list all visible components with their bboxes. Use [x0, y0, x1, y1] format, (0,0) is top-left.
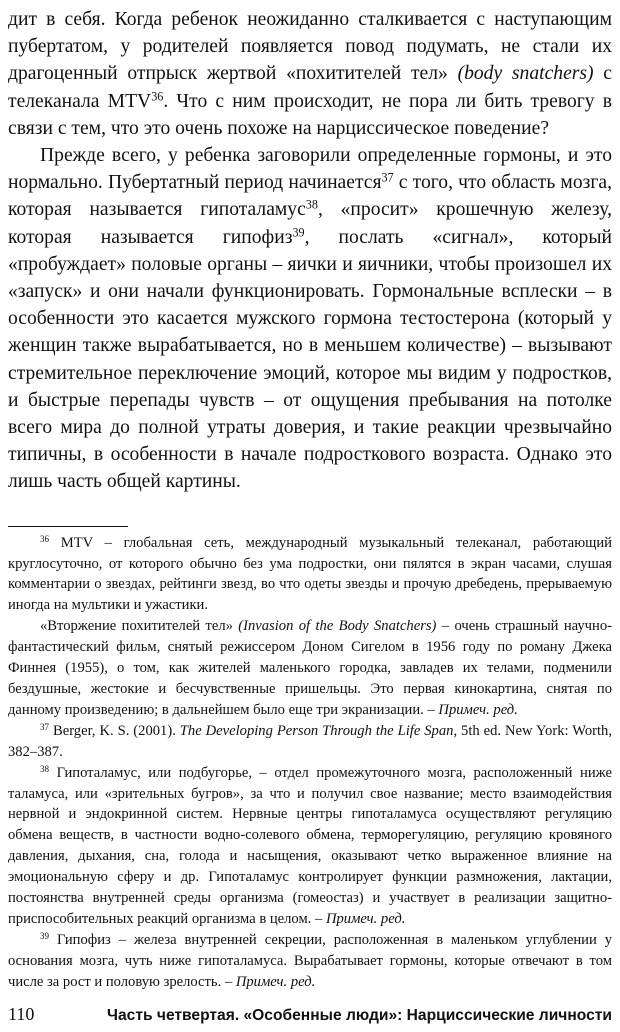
- paragraph-1: [8, 6, 612, 142]
- text-run: «Вторжение похитителей тел»: [40, 618, 239, 635]
- footnote-ref: 37: [40, 721, 50, 732]
- text-run: , «просит» крошечную железу, которая называется гипофиз: [8, 199, 612, 248]
- running-head: Часть четвертая. «Особенные люди»: Нарциссические личности: [107, 1007, 612, 1024]
- footnotes: [8, 533, 612, 993]
- paragraph-2: [8, 142, 612, 496]
- italic-text: The Developing Person Through the Life Span: [179, 722, 454, 739]
- italic-text: (body snatchers): [457, 63, 594, 85]
- text-run: – очень страшный научно-фантастический фильм, снятый режиссером Доном Сигелом в 1956 году по роману Джека Финнея (1955), о том, как жителей маленького городка, завладев их телами, подменили бездушные, жестокие и бесчувственные пришельцы. Это первая кинокартина, снятая по данному произведению; в дальнейшем было еще три экранизации. –: [8, 618, 612, 718]
- footnote-ref: 37: [381, 170, 394, 185]
- italic-text: Примеч. ред.: [325, 910, 406, 927]
- italic-text: (Invasion of the Body Snatchers): [238, 618, 437, 635]
- text-run: . Что с ним происходит, не пора ли бить тревогу в связи с тем, что это очень похоже на нарциссическое поведение?: [8, 90, 613, 139]
- footnote-38: [8, 763, 612, 930]
- main-text: [8, 6, 612, 496]
- page-number: 110: [8, 1004, 35, 1024]
- footnote-ref: 39: [292, 224, 305, 239]
- footnote-39: [8, 930, 612, 993]
- footnote-ref: 39: [40, 930, 50, 941]
- footnote-ref: 36: [40, 533, 50, 544]
- text-run: Berger, K. S. (2001).: [49, 722, 180, 739]
- book-page: [8, 6, 612, 993]
- footnote-36: [8, 533, 612, 617]
- text-run: , 5th ed. New York: Worth, 382–387.: [8, 722, 612, 760]
- footnote-ref: 38: [40, 763, 50, 774]
- italic-text: Примеч. ред.: [438, 701, 518, 718]
- text-run: Прежде всего, у ребенка заговорили определенные гормоны, и это нормально. Пубертатный период начинается: [8, 145, 612, 194]
- footnote-ref: 36: [151, 88, 164, 103]
- text-run: с телеканала MTV: [8, 63, 613, 112]
- footnote-ref: 38: [305, 197, 318, 212]
- text-run: Гипоталамус, или подбугорье, – отдел промежуточного мозга, расположенный ниже таламуса, или «зрительных бугров», за что и получил свое название; место взаимодействия нервной и эндокринной систем. Нервные центры гипоталамуса осуществляют регуляцию обмена веществ, в частности водно-солевого обмена, терморегуляцию, регуляцию кровяного давления, дыхания, сна, голода и насыщения, оказывают четко выраженное влияние на эмоциональную сферу и др. Гипоталамус контролирует функции размножения, лактации, постоянства внутренней среды организма (гомеостаз) и участвует в реализации защитно-приспособительных реакций организма в целом. –: [8, 764, 612, 927]
- text-run: , послать «сигнал», который «пробуждает» половые органы – яички и яичники, чтобы произошел их «запуск» и они начали функционировать. Гормональные всплески – в особенности это касается мужского гормона тестостерона (который у женщин также вырабатывается, но в меньшем количестве) – вызывают стремительное переключение эмоций, которое мы видим у подростков, и быстрые перепады чувств – от ощущения пребывания на потолке всего мира до полной утраты доверия, и такие реакции чрезвычайно типичны, в особенности в начале подросткового возраста. Однако это лишь часть общей картины.: [8, 226, 612, 493]
- footnote-separator: [8, 526, 128, 527]
- page-footer: [8, 1004, 612, 1028]
- italic-text: Примеч. ред.: [235, 973, 316, 990]
- text-run: Гипофиз – железа внутренней секреции, расположенная в маленьком углублении у основания мозга, чуть ниже гипоталамуса. Вырабатывает гормоны, которые отвечают в том числе за рост и половую зрелость. –: [8, 931, 612, 990]
- footnote-37: [8, 721, 612, 763]
- text-run: MTV – глобальная сеть, международный музыкальный телеканал, работающий круглосуточно, от которого обычно без ума подростки, они пялятся в экран часами, слушая комментарии о звездах, рейтинги звезд, во что одеты звезды и прочую дребедень, прерываемую иногда на мультики и ужастики.: [8, 534, 612, 614]
- text-run: с того, что область мозга, которая называется гипоталамус: [8, 172, 613, 221]
- footnote-36-continued: [8, 616, 612, 721]
- text-run: дит в себя. Когда ребенок неожиданно сталкивается с наступающим пубертатом, у родителей появляется повод подумать, не стали их драгоценный отпрыск жертвой «похитителей тел»: [8, 9, 612, 85]
